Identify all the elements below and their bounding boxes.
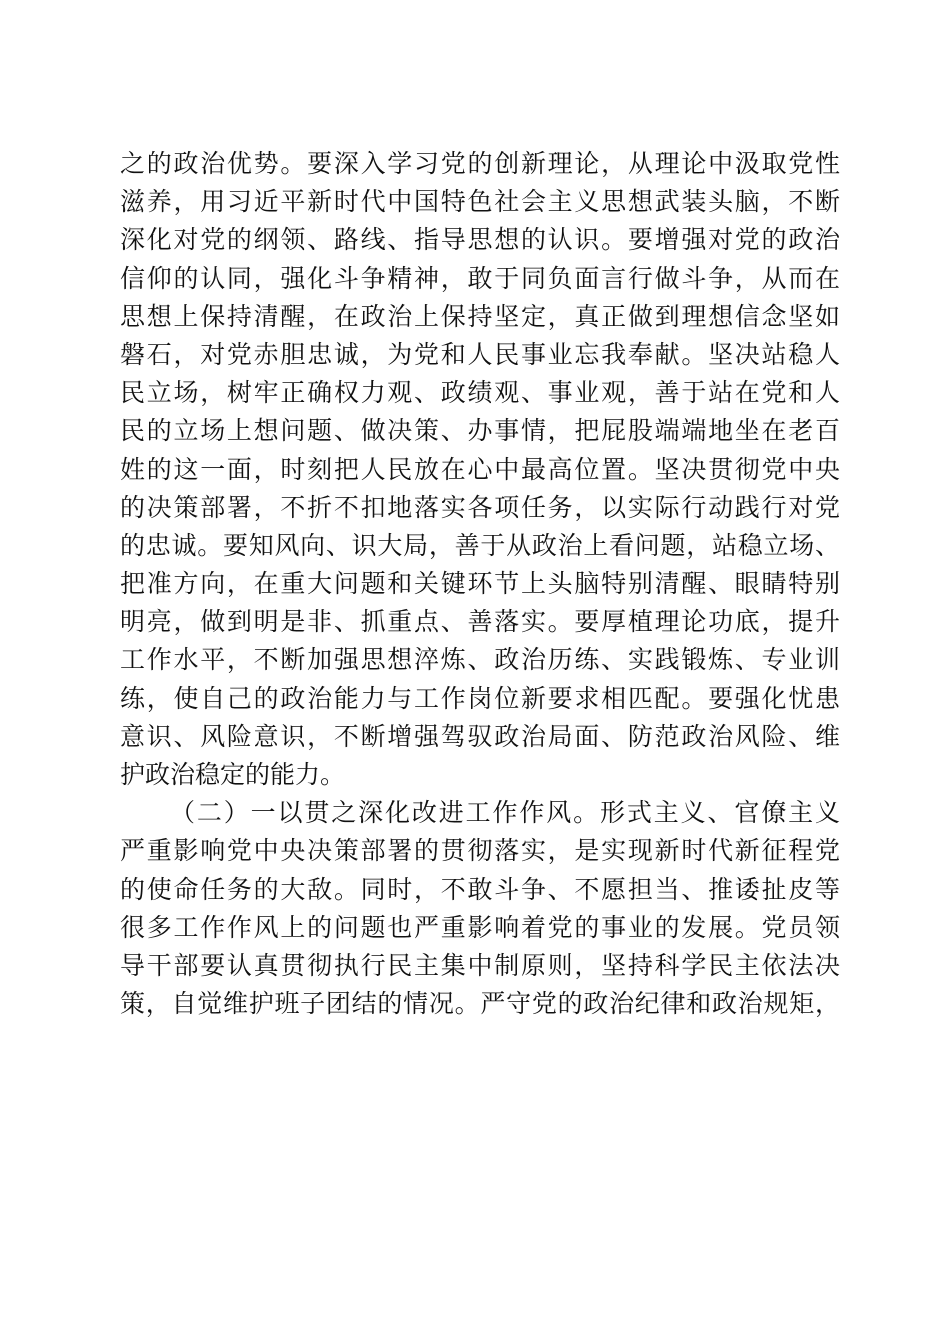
- text-line: 深化对党的纲领、路线、指导思想的认识。要增强对党的政治: [120, 225, 840, 255]
- text-line: 严重影响党中央决策部署的贯彻落实，是实现新时代新征程党: [120, 836, 840, 866]
- text-line: 很多工作作风上的问题也严重影响着党的事业的发展。党员领: [120, 912, 840, 942]
- text-line: 导干部要认真贯彻执行民主集中制原则，坚持科学民主依法决: [120, 950, 840, 980]
- text-line: 的使命任务的大敌。同时，不敢斗争、不愿担当、推诿扯皮等: [120, 874, 840, 904]
- text-line: 意识、风险意识，不断增强驾驭政治局面、防范政治风险、维: [120, 721, 840, 751]
- paragraph-end-line: 护政治稳定的能力。: [120, 760, 346, 789]
- text-line: 民的立场上想问题、做决策、办事情，把屁股端端地坐在老百: [120, 416, 840, 446]
- text-line: 把准方向，在重大问题和关键环节上头脑特别清醒、眼睛特别: [120, 569, 840, 599]
- text-line: 民立场，树牢正确权力观、政绩观、事业观，善于站在党和人: [120, 378, 840, 408]
- text-line: 练，使自己的政治能力与工作岗位新要求相匹配。要强化忧患: [120, 683, 840, 713]
- text-line: 磐石，对党赤胆忠诚，为党和人民事业忘我奉献。坚决站稳人: [120, 339, 840, 369]
- section-heading-line: （二）一以贯之深化改进工作作风。形式主义、官僚主义: [170, 798, 840, 828]
- text-line: 的忠诚。要知风向、识大局，善于从政治上看问题，站稳立场、: [120, 530, 840, 560]
- text-line: 工作水平，不断加强思想淬炼、政治历练、实践锻炼、专业训: [120, 645, 840, 675]
- text-line: 思想上保持清醒，在政治上保持坚定，真正做到理想信念坚如: [120, 301, 840, 331]
- text-line: 姓的这一面，时刻把人民放在心中最高位置。坚决贯彻党中央: [120, 454, 840, 484]
- text-line: 明亮，做到明是非、抓重点、善落实。要厚植理论功底，提升: [120, 607, 840, 637]
- text-line: 滋养，用习近平新时代中国特色社会主义思想武装头脑，不断: [120, 187, 840, 217]
- body-text: [120, 145, 840, 1023]
- text-line: 之的政治优势。要深入学习党的创新理论，从理论中汲取党性: [120, 149, 840, 178]
- text-line: 的决策部署，不折不扣地落实各项任务，以实际行动践行对党: [120, 492, 840, 522]
- text-line: 策，自觉维护班子团结的情况。严守党的政治纪律和政治规矩，: [120, 989, 840, 1019]
- text-line: 信仰的认同，强化斗争精神，敢于同负面言行做斗争，从而在: [120, 263, 840, 293]
